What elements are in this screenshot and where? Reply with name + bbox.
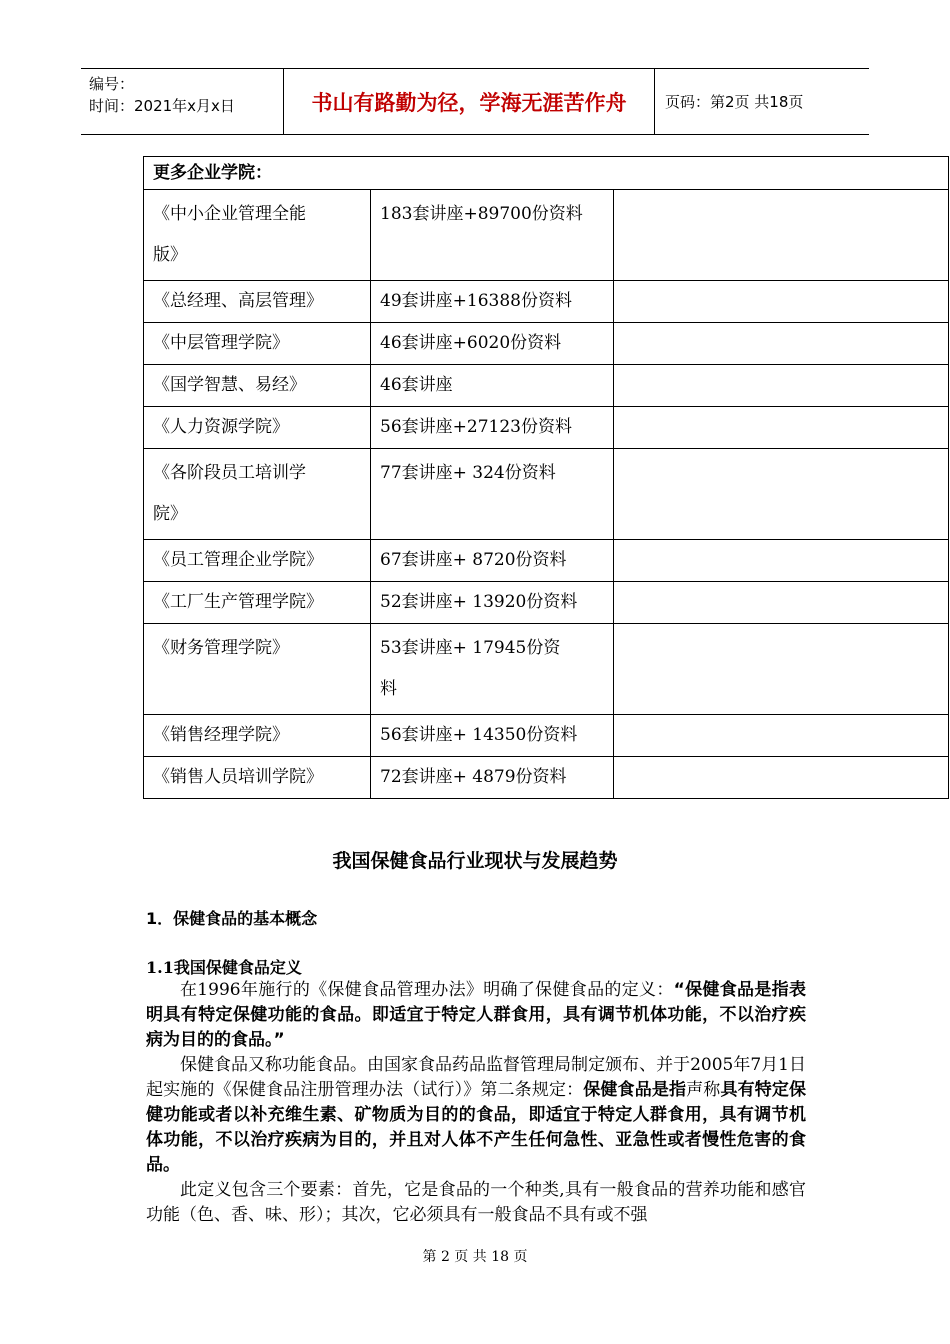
course-name: [144, 190, 371, 281]
number-label: 编号：: [89, 75, 135, 93]
course-blank-cell: [614, 624, 949, 715]
course-blank-cell: [614, 365, 949, 407]
paragraph-1: [146, 978, 806, 1053]
course-info-line: 72套讲座+ 4879份资料: [380, 767, 567, 787]
course-row: [144, 540, 949, 582]
paragraph-2-bold-a: 保健食品是指: [583, 1080, 687, 1100]
course-name-line: 《国学智慧、易经》: [153, 375, 306, 395]
course-info-line: 52套讲座+ 13920份资料: [380, 592, 578, 612]
course-name-line: 《员工管理企业学院》: [153, 550, 323, 570]
course-name-line: 院》: [153, 504, 187, 524]
course-row: [144, 449, 949, 540]
course-name-line: 《总经理、高层管理》: [153, 291, 323, 311]
course-blank-cell: [614, 757, 949, 799]
course-row: [144, 715, 949, 757]
paragraph-2-plain: 声称: [686, 1080, 721, 1100]
course-row: [144, 757, 949, 799]
course-info: [371, 757, 614, 799]
paragraph-1-text: 在1996年施行的《保健食品管理办法》明确了保健食品的定义：: [180, 980, 674, 1000]
course-row: [144, 582, 949, 624]
course-info-line: 料: [380, 679, 397, 699]
course-blank-cell: [614, 540, 949, 582]
header-page-info: 页码：第2页 共18页: [665, 93, 804, 111]
course-name: [144, 323, 371, 365]
course-info: [371, 407, 614, 449]
page-header: [81, 68, 869, 135]
course-name-line: 《销售经理学院》: [153, 725, 289, 745]
course-name: [144, 365, 371, 407]
course-name-line: 《中层管理学院》: [153, 333, 289, 353]
courses-table: [143, 156, 949, 799]
course-row: [144, 323, 949, 365]
course-blank-cell: [614, 582, 949, 624]
course-name-line: 版》: [153, 245, 187, 265]
course-blank-cell: [614, 323, 949, 365]
course-name: [144, 449, 371, 540]
course-name-line: 《人力资源学院》: [153, 417, 289, 437]
course-blank-cell: [614, 449, 949, 540]
paragraph-2: [146, 1053, 806, 1178]
course-info: [371, 540, 614, 582]
course-info-line: 46套讲座: [380, 375, 453, 395]
course-row: [144, 624, 949, 715]
course-name: [144, 407, 371, 449]
course-info-line: 77套讲座+ 324份资料: [380, 463, 556, 483]
courses-heading: 更多企业学院：: [144, 157, 949, 190]
course-name: [144, 715, 371, 757]
course-name-line: 《销售人员培训学院》: [153, 767, 323, 787]
course-name-line: 《各阶段员工培训学: [153, 463, 306, 483]
paragraph-1-quote: “保健食品是指表明具有特定保健功能的食品。即适宜于特定人群食用，具有调节机体功能，不以治疗疾病为目的的食品。”: [146, 980, 806, 1050]
course-info-line: 56套讲座+ 14350份资料: [380, 725, 578, 745]
header-meta: [81, 69, 283, 134]
course-info: [371, 190, 614, 281]
course-info-line: 49套讲座+16388份资料: [380, 291, 572, 311]
course-info-line: 67套讲座+ 8720份资料: [380, 550, 567, 570]
course-info-line: 53套讲座+ 17945份资: [380, 638, 561, 658]
course-name: [144, 281, 371, 323]
course-row: [144, 365, 949, 407]
course-name: [144, 582, 371, 624]
course-blank-cell: [614, 407, 949, 449]
course-info: [371, 449, 614, 540]
article-title: 我国保健食品行业现状与发展趋势: [332, 850, 618, 872]
course-name: [144, 624, 371, 715]
section-heading-1-1: 1.1我国保健食品定义: [146, 958, 302, 977]
paragraph-3: 此定义包含三个要素：首先，它是食品的一个种类,具有一般食品的营养功能和感官功能（色、香、味、形）；其次，它必须具有一般食品不具有或不强: [146, 1180, 806, 1225]
course-name-line: 《工厂生产管理学院》: [153, 592, 323, 612]
course-name: [144, 540, 371, 582]
course-info: [371, 715, 614, 757]
course-info-line: 183套讲座+89700份资料: [380, 204, 583, 224]
page-footer: 第 2 页 共 18 页: [422, 1249, 528, 1265]
course-name-line: 《中小企业管理全能: [153, 204, 306, 224]
paragraph-2-bold-b: 具有特定保健功能或者以补充维生素、矿物质为目的的食品，即适宜于特定人群食用，具有调节机体功能，不以治疗疾病为目的，并且对人体不产生任何急性、亚急性或者慢性危害的食品。: [146, 1080, 807, 1175]
section-heading-1: 1．保健食品的基本概念: [146, 909, 318, 928]
course-info: [371, 323, 614, 365]
article-body: [146, 978, 806, 1228]
course-name: [144, 757, 371, 799]
paragraph-2-text: 保健食品又称功能食品。由国家食品药品监督管理局制定颁布、并于2005年7月1日起实施的《保健食品注册管理办法（试行）》第二条规定：: [146, 1055, 806, 1100]
courses-table-heading-row: [144, 157, 949, 190]
course-name-line: 《财务管理学院》: [153, 638, 289, 658]
course-info-line: 56套讲座+27123份资料: [380, 417, 572, 437]
header-motto: 书山有路勤为径，学海无涯苦作舟: [283, 69, 655, 134]
course-info: [371, 281, 614, 323]
course-info-line: 46套讲座+6020份资料: [380, 333, 562, 353]
course-row: [144, 407, 949, 449]
course-row: [144, 190, 949, 281]
course-info: [371, 582, 614, 624]
course-blank-cell: [614, 190, 949, 281]
course-row: [144, 281, 949, 323]
time-label: 时间：2021年x月x日: [89, 97, 235, 115]
course-info: [371, 365, 614, 407]
course-info: [371, 624, 614, 715]
course-blank-cell: [614, 281, 949, 323]
course-blank-cell: [614, 715, 949, 757]
